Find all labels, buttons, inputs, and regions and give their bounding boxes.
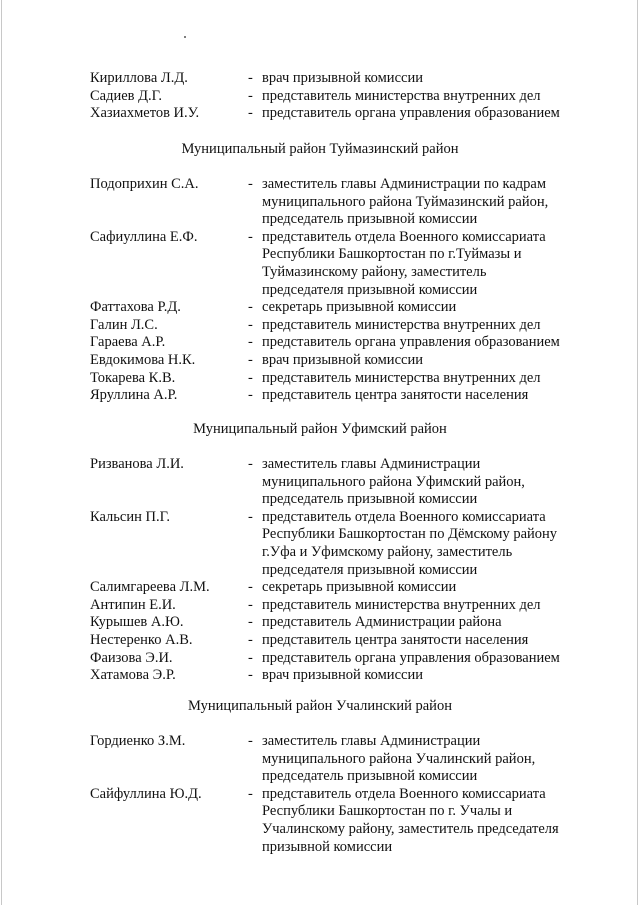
- section-heading: Муниципальный район Туймазинский район: [181, 141, 459, 157]
- member-role: врач призывной комиссии: [262, 351, 423, 368]
- member-name: Сафиуллина Е.Ф.: [90, 228, 198, 245]
- member-role: представитель отдела Военного комиссариата Республики Башкортостан по Дёмскому району г.Уфа и Уфимскому району, заместитель председателя призывной комиссии: [262, 508, 558, 578]
- row-dash: -: [248, 596, 253, 613]
- member-role: секретарь призывной комиссии: [262, 579, 457, 596]
- member-role: заместитель главы Администрации муниципального района Учалинский район, председатель призывной комиссии: [262, 733, 536, 785]
- member-row: [0, 105, 640, 123]
- member-row: [0, 229, 640, 299]
- member-role: заместитель главы Администрации по кадрам муниципального района Туймазинский район, председатель призывной комиссии: [262, 176, 549, 228]
- member-row: [0, 299, 640, 317]
- member-row: [0, 317, 640, 335]
- member-row: [0, 352, 640, 370]
- member-name: Курышев А.Ю.: [90, 614, 184, 631]
- row-dash: -: [248, 87, 253, 104]
- member-row: [0, 509, 640, 579]
- row-dash: -: [248, 614, 253, 631]
- member-name: Салимгареева Л.М.: [90, 579, 210, 596]
- member-role: представитель органа управления образованием: [262, 105, 560, 122]
- row-dash: -: [248, 369, 253, 386]
- member-row: [0, 667, 640, 685]
- member-role: представитель отдела Военного комиссариата Республики Башкортостан по г.Туймазы и Туймазинскому району, заместитель председателя призывной комиссии: [262, 228, 546, 298]
- member-role: представитель министерства внутренних дел: [262, 87, 541, 104]
- section-heading: Муниципальный район Учалинский район: [188, 698, 452, 714]
- member-name: Евдокимова Н.К.: [90, 351, 196, 368]
- row-dash: -: [248, 351, 253, 368]
- member-row: [0, 176, 640, 229]
- member-role: представитель центра занятости населения: [262, 387, 529, 404]
- member-name: Гараева А.Р.: [90, 334, 166, 351]
- row-dash: -: [248, 105, 253, 122]
- member-name: Хазиахметов И.У.: [90, 105, 200, 122]
- member-name: Садиев Д.Г.: [90, 87, 163, 104]
- member-name: Галин Л.С.: [90, 316, 158, 333]
- member-name: Кальсин П.Г.: [90, 508, 170, 525]
- member-row: [0, 597, 640, 615]
- member-role: представитель министерства внутренних дел: [262, 369, 541, 386]
- member-role: заместитель главы Администрации муниципального района Уфимский район, председатель призывной комиссии: [262, 456, 525, 508]
- row-dash: -: [248, 631, 253, 648]
- member-row: [0, 614, 640, 632]
- member-row: [0, 579, 640, 597]
- member-name: Сайфуллина Ю.Д.: [90, 785, 202, 802]
- member-name: Хатамова Э.Р.: [90, 667, 176, 684]
- row-dash: -: [248, 667, 253, 684]
- member-name: Антипин Е.И.: [90, 596, 176, 613]
- member-name: Яруллина А.Р.: [90, 387, 178, 404]
- row-dash: -: [248, 299, 253, 316]
- member-name: Фаизова Э.И.: [90, 649, 173, 666]
- member-role: представитель отдела Военного комиссариата Республики Башкортостан по г. Учалы и Учалинскому району, заместитель председателя призывной комиссии: [262, 785, 559, 855]
- member-row: [0, 334, 640, 352]
- row-dash: -: [248, 70, 253, 86]
- row-dash: -: [248, 508, 253, 525]
- member-row: [0, 456, 640, 509]
- member-name: Токарева К.В.: [90, 369, 176, 386]
- member-row: [0, 786, 640, 856]
- row-dash: -: [248, 387, 253, 404]
- member-role: врач призывной комиссии: [262, 70, 423, 86]
- member-row: [0, 387, 640, 405]
- member-role: представитель органа управления образованием: [262, 649, 560, 666]
- scan-dot-mark: [184, 36, 186, 38]
- member-name: Фаттахова Р.Д.: [90, 299, 181, 316]
- section-heading: Муниципальный район Уфимский район: [193, 421, 447, 437]
- row-dash: -: [248, 456, 253, 472]
- section-3: [0, 697, 640, 856]
- member-row: [0, 733, 640, 786]
- member-row: [0, 70, 640, 88]
- member-row: [0, 88, 640, 106]
- member-row: [0, 370, 640, 388]
- member-role: представитель Администрации района: [262, 614, 502, 631]
- row-dash: -: [248, 334, 253, 351]
- member-name: Подоприхин С.А.: [90, 176, 199, 192]
- row-dash: -: [248, 785, 253, 802]
- row-dash: -: [248, 228, 253, 245]
- row-dash: -: [248, 176, 253, 192]
- member-row: [0, 632, 640, 650]
- row-dash: -: [248, 579, 253, 596]
- row-dash: -: [248, 316, 253, 333]
- member-role: секретарь призывной комиссии: [262, 299, 457, 316]
- row-dash: -: [248, 649, 253, 666]
- member-role: представитель органа управления образованием: [262, 334, 560, 351]
- member-name: Кириллова Л.Д.: [90, 70, 188, 86]
- section-1: [0, 140, 640, 405]
- member-name: Гордиенко З.М.: [90, 733, 186, 749]
- member-role: представитель министерства внутренних дел: [262, 596, 541, 613]
- member-name: Ризванова Л.И.: [90, 456, 184, 472]
- row-dash: -: [248, 733, 253, 749]
- member-role: врач призывной комиссии: [262, 667, 423, 684]
- member-role: представитель центра занятости населения: [262, 631, 529, 648]
- member-role: представитель министерства внутренних дел: [262, 316, 541, 333]
- member-name: Нестеренко А.В.: [90, 631, 193, 648]
- section-2: [0, 420, 640, 685]
- member-row: [0, 650, 640, 668]
- section-0: [0, 70, 640, 123]
